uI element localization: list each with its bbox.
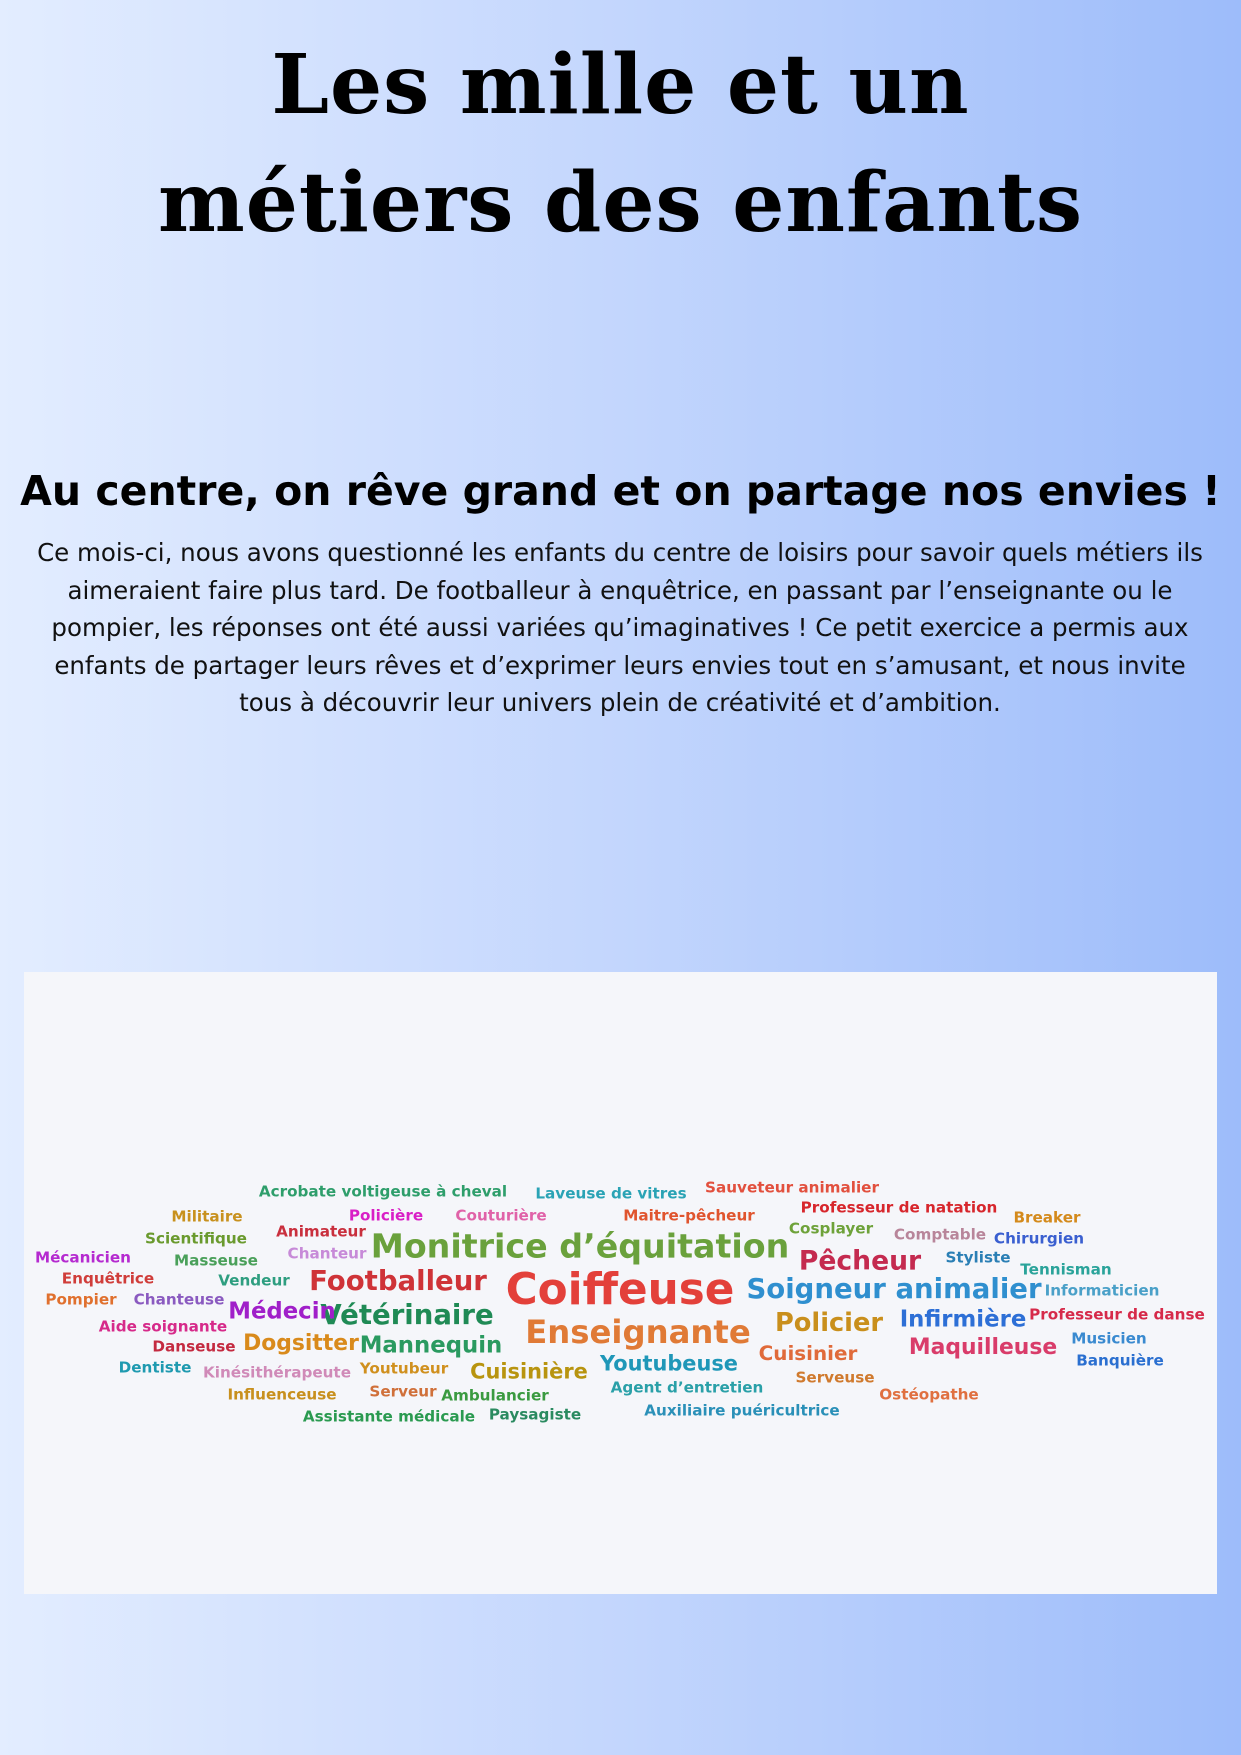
word-cloud-word: Masseuse: [174, 1251, 258, 1270]
word-cloud-word: Mannequin: [359, 1332, 503, 1359]
word-cloud-word: Scientifique: [145, 1229, 247, 1248]
word-cloud-word: Musicien: [1071, 1329, 1147, 1348]
word-cloud-word: Couturière: [455, 1206, 547, 1225]
word-cloud-word: Pompier: [45, 1290, 117, 1309]
word-cloud-word: Dogsitter: [243, 1331, 359, 1357]
word-cloud-word: Youtubeuse: [600, 1351, 738, 1376]
word-cloud-word: Pêcheur: [798, 1245, 922, 1277]
word-cloud-word: Dentiste: [118, 1358, 192, 1377]
word-cloud-word: Sauveteur animalier: [705, 1178, 879, 1197]
word-cloud-word: Chanteuse: [133, 1290, 225, 1309]
word-cloud-word: Informaticien: [1044, 1281, 1160, 1300]
word-cloud-word: Mécanicien: [34, 1248, 132, 1267]
word-cloud-word: Danseuse: [152, 1337, 236, 1356]
word-cloud-word: Ostéopathe: [879, 1385, 979, 1404]
word-cloud-word: Policier: [774, 1308, 884, 1339]
word-cloud-word: Aide soignante: [98, 1317, 228, 1336]
intro-paragraph: Ce mois-ci, nous avons questionné les enfants du centre de loisirs pour savoir quels métiers ils aimeraient faire plus tard. De footballeur à enquêtrice, en passant par l’enseignante ou le pompier, les réponses ont été aussi variées qu’imaginatives ! Ce petit exercice a permis aux enfants de partager leurs rêves et d’exprimer leurs envies tout en s’amusant, et nous invite tous à découvrir leur univers plein de créativité et d’ambition.: [37, 538, 1203, 718]
word-cloud-word: Enquêtrice: [61, 1269, 155, 1288]
word-cloud-word: Laveuse de vitres: [535, 1184, 687, 1203]
word-cloud-word: Tennisman: [1020, 1260, 1112, 1279]
title-line-1: Les mille et un: [271, 37, 970, 133]
word-cloud-word: Serveuse: [795, 1368, 875, 1387]
word-cloud-word: Monitrice d’équitation: [370, 1226, 790, 1266]
word-cloud-word: Soigneur animalier: [746, 1273, 1042, 1306]
word-cloud-word: Serveur: [369, 1382, 437, 1401]
word-cloud-word: Cuisinière: [470, 1359, 588, 1384]
word-cloud-word: Comptable: [893, 1225, 987, 1244]
word-cloud-word: Professeur de danse: [1029, 1305, 1205, 1324]
word-cloud-word: Chanteur: [287, 1244, 367, 1263]
word-cloud-word: Vendeur: [218, 1271, 290, 1290]
word-cloud-word: Agent d’entretien: [610, 1378, 764, 1397]
word-cloud-word: Chirurgien: [993, 1229, 1085, 1248]
word-cloud-word: Infirmière: [899, 1306, 1027, 1333]
word-cloud-image: [24, 972, 1217, 1594]
word-cloud-word: Enseignante: [525, 1312, 751, 1351]
word-cloud-word: Policière: [348, 1206, 424, 1225]
word-cloud-word: Professeur de natation: [800, 1198, 998, 1217]
word-cloud-word: Youtubeur: [359, 1359, 449, 1378]
word-cloud-word: Footballeur: [309, 1265, 487, 1298]
word-cloud-word: Militaire: [171, 1207, 243, 1226]
word-cloud-word: Styliste: [945, 1248, 1011, 1267]
word-cloud-word: Assistante médicale: [302, 1407, 476, 1426]
word-cloud-word: Influenceuse: [227, 1385, 337, 1404]
word-cloud-word: Cosplayer: [788, 1219, 874, 1238]
word-cloud-word: Maquilleuse: [908, 1335, 1058, 1361]
word-cloud-word: Acrobate voltigeuse à cheval: [258, 1182, 508, 1201]
word-cloud-word: Cuisinier: [758, 1341, 858, 1366]
word-cloud-word: Auxiliaire puéricultrice: [644, 1401, 840, 1420]
page-title: [0, 26, 1241, 262]
word-cloud-word: Paysagiste: [488, 1405, 582, 1424]
word-cloud-word: Banquière: [1076, 1351, 1164, 1370]
word-cloud-word: Animateur: [276, 1222, 366, 1241]
word-cloud-word: Coiffeuse: [505, 1264, 735, 1316]
word-cloud-word: Vétérinaire: [320, 1299, 494, 1332]
word-cloud-word: Maitre-pêcheur: [623, 1206, 755, 1225]
section-heading: Au centre, on rêve grand et on partage nos envies !: [20, 467, 1221, 515]
word-cloud-word: Breaker: [1013, 1208, 1081, 1227]
word-cloud-word: Kinésithérapeute: [203, 1363, 351, 1382]
word-cloud-word: Médecin: [228, 1298, 336, 1325]
title-line-2: métiers des enfants: [157, 155, 1084, 251]
word-cloud-word: Ambulancier: [441, 1386, 549, 1405]
